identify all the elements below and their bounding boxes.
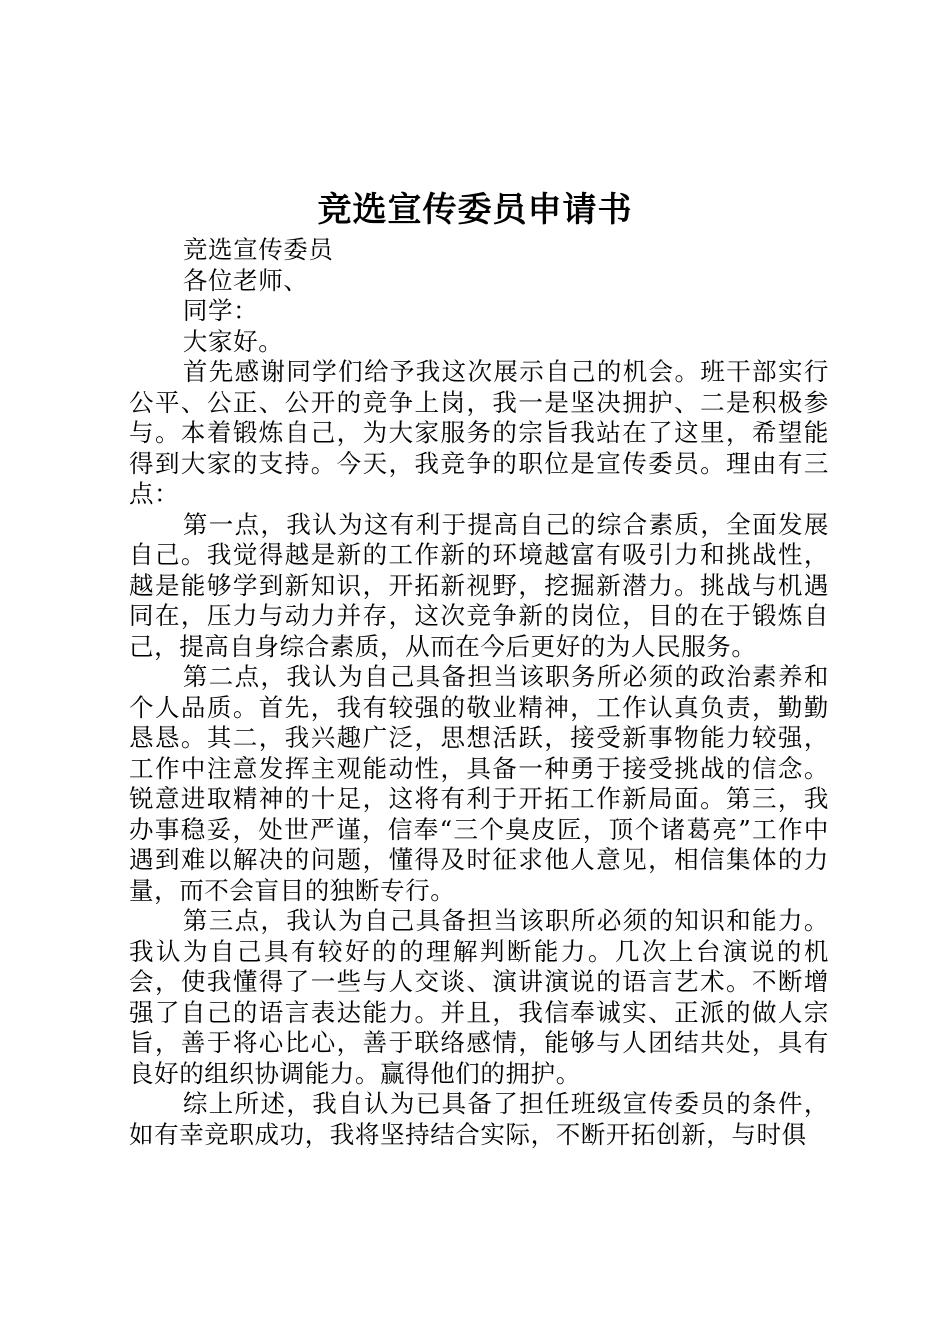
salutation-teachers: 各位老师、 bbox=[182, 265, 309, 295]
paragraph-point-two: 第二点，我认为自己具备担当该职务所必须的政治素养和个人品质。首先，我有较强的敬业精神，工作认真负责，勤勤恳恳。其二，我兴趣广泛，思想活跃，接受新事物能力较强，工作中注意发挥主观能动性，具备一种勇于接受挑战的信念。锐意进取精神的十足，这将有利于开拓工作新局面。第三，我办事稳妥，处世严谨，信奉“三个臭皮匠，顶个诸葛亮”工作中遇到难以解决的问题，懂得及时征求他人意见，相信集体的力量，而不会盲目的独断专行。 bbox=[129, 662, 829, 905]
heading-line: 竞选宣传委员 bbox=[182, 235, 334, 264]
paragraph-point-three: 第三点，我认为自己具备担当该职所必须的知识和能力。我认为自己具有较好的的理解判断能力。几次上台演说的机会，使我懂得了一些与人交谈、演讲演说的语言艺术。不断增强了自己的语言表达能力。并且，我信奉诚实、正派的做人宗旨，善于将心比心，善于联络感情，能够与人团结共处，具有良好的组织协调能力。赢得他们的拥护。 bbox=[129, 906, 829, 1088]
paragraph-intro: 首先感谢同学们给予我这次展示自己的机会。班干部实行公平、公正、公开的竞争上岗，我一是坚决拥护、二是积极参与。本着锻炼自己，为大家服务的宗旨我站在了这里，希望能得到大家的支持。今天，我竞争的职位是宣传委员。理由有三点： bbox=[129, 357, 829, 508]
paragraph-conclusion: 综上所述，我自认为已具备了担任班级宣传委员的条件，如有幸竞职成功，我将坚持结合实际，不断开拓创新，与时俱 bbox=[129, 1089, 829, 1149]
document-title: 竞选宣传委员申请书 bbox=[317, 190, 633, 230]
paragraph-point-one: 第一点，我认为这有利于提高自己的综合素质，全面发展自己。我觉得越是新的工作新的环境越富有吸引力和挑战性，越是能够学到新知识，开拓新视野，挖掘新潜力。挑战与机遇同在，压力与动力并存，这次竞争新的岗位，目的在于锻炼自己，提高自身综合素质，从而在今后更好的为人民服务。 bbox=[129, 509, 829, 661]
greeting: 大家好。 bbox=[182, 326, 284, 356]
document-body bbox=[129, 235, 829, 1150]
salutation-students: 同学： bbox=[182, 296, 259, 325]
